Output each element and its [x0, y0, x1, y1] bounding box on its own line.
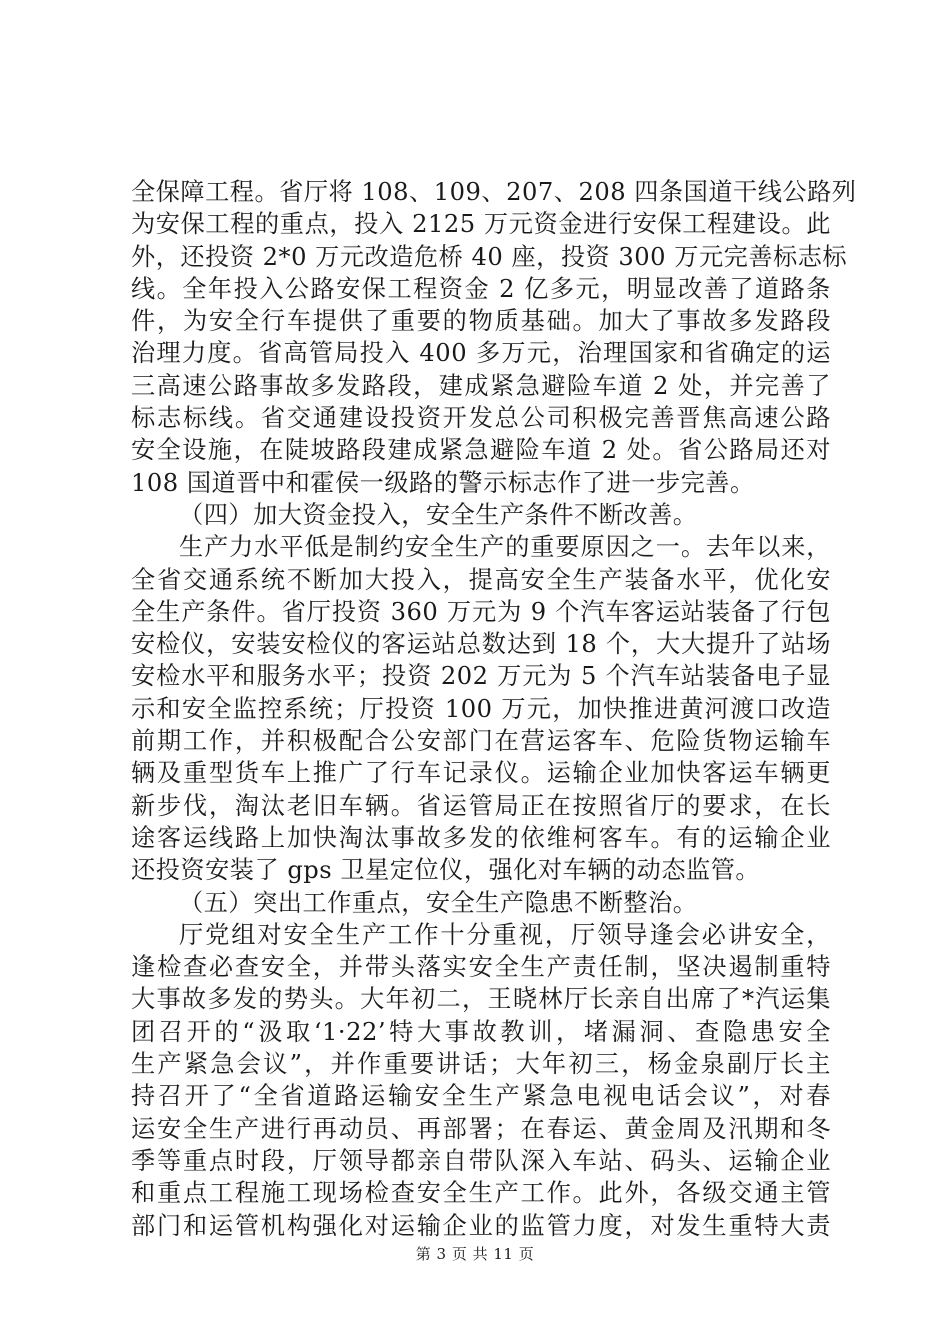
- text-line: 三高速公路事故多发路段，建成紧急避险车道 2 处，并完善了: [131, 371, 831, 400]
- text-line: 生产力水平低是制约安全生产的重要原因之一。去年以来，: [179, 533, 831, 562]
- text-line: 件，为安全行车提供了重要的物质基础。加大了事故多发路段: [131, 307, 831, 336]
- text-line: （五）突出工作重点，安全生产隐患不断整治。: [179, 888, 698, 917]
- text-line: 线。全年投入公路安保工程资金 2 亿多元，明显改善了道路条: [131, 274, 831, 303]
- text-line: 途客运线路上加快淘汰事故多发的依维柯客车。有的运输企业: [131, 823, 831, 852]
- text-line: 新步伐，淘汰老旧车辆。省运管局正在按照省厅的要求，在长: [131, 791, 831, 820]
- text-line: 安全设施，在陡坡路段建成紧急避险车道 2 处。省公路局还对: [131, 436, 831, 465]
- text-line: 全保障工程。省厅将 108、109、207、208 四条国道干线公路列: [131, 178, 857, 206]
- text-line: 还投资安装了 gps 卫星定位仪，强化对车辆的动态监管。: [131, 856, 761, 885]
- text-line: 逢检查必查安全，并带头落实安全生产责任制，坚决遏制重特: [131, 953, 831, 982]
- text-line: 季等重点时段，厅领导都亲自带队深入车站、码头、运输企业: [131, 1146, 831, 1175]
- text-line: 部门和运管机构强化对运输企业的监管力度，对发生重特大责: [131, 1211, 831, 1240]
- text-line: 示和安全监控系统；厅投资 100 万元，加快推进黄河渡口改造: [131, 694, 831, 723]
- text-line: 标志标线。省交通建设投资开发总公司积极完善晋焦高速公路: [131, 404, 831, 433]
- text-line: 全省交通系统不断加大投入，提高安全生产装备水平，优化安: [131, 565, 831, 594]
- text-line: 团召开的“汲取‘1·22’特大事故教训，堵漏洞、查隐患安全: [131, 1017, 831, 1046]
- text-line: 安检水平和服务水平；投资 202 万元为 5 个汽车站装备电子显: [131, 662, 831, 691]
- page-footer: 第 3 页 共 11 页: [415, 1245, 535, 1263]
- text-line: 108 国道晋中和霍侯一级路的警示标志作了进一步完善。: [131, 468, 755, 497]
- text-line: 和重点工程施工现场检查安全生产工作。此外，各级交通主管: [131, 1179, 831, 1208]
- text-line: 前期工作，并积极配合公安部门在营运客车、危险货物运输车: [131, 727, 831, 756]
- text-line: 安检仪，安装安检仪的客运站总数达到 18 个，大大提升了站场: [131, 630, 831, 659]
- text-line: 持召开了“全省道路运输安全生产紧急电视电话会议”，对春: [131, 1082, 831, 1111]
- text-line: （四）加大资金投入，安全生产条件不断改善。: [179, 500, 698, 529]
- text-line: 辆及重型货车上推广了行车记录仪。运输企业加快客运车辆更: [131, 759, 831, 788]
- body-text: [131, 176, 857, 1242]
- text-line: 治理力度。省高管局投入 400 多万元，治理国家和省确定的运: [131, 339, 831, 368]
- text-line: 外，还投资 2*0 万元改造危桥 40 座，投资 300 万元完善标志标: [131, 242, 848, 271]
- text-line: 厅党组对安全生产工作十分重视，厅领导逢会必讲安全，: [179, 920, 831, 949]
- text-line: 生产紧急会议”，并作重要讲话；大年初三，杨金泉副厅长主: [131, 1050, 831, 1079]
- text-line: 运安全生产进行再动员、再部署；在春运、黄金周及汛期和冬: [131, 1114, 831, 1143]
- text-line: 全生产条件。省厅投资 360 万元为 9 个汽车客运站装备了行包: [131, 597, 831, 626]
- text-line: 大事故多发的势头。大年初二，王晓林厅长亲自出席了*汽运集: [131, 985, 831, 1014]
- text-line: 为安保工程的重点，投入 2125 万元资金进行安保工程建设。此: [131, 210, 831, 239]
